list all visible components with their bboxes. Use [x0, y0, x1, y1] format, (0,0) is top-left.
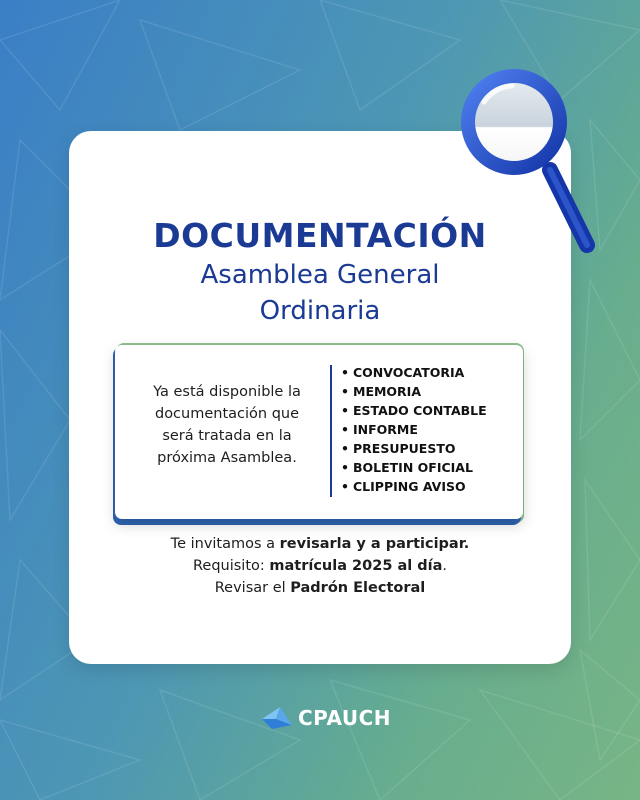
subtitle-line-1: Asamblea General: [200, 260, 440, 290]
invitation-text: [69, 533, 571, 599]
requirement-prefix: Requisito:: [192, 558, 270, 574]
invitation-emphasis: revisarla y a participar.: [279, 536, 470, 552]
requirement-emphasis: matrícula 2025 al día: [269, 558, 443, 574]
availability-text: [129, 381, 325, 469]
availability-line: próxima Asamblea.: [157, 450, 297, 466]
requirement-suffix: .: [442, 558, 448, 574]
padron-emphasis: Padrón Electoral: [290, 580, 426, 596]
document-item: • INFORME: [341, 420, 521, 439]
info-divider: [330, 365, 332, 497]
invitation-prefix: Te invitamos a: [170, 536, 280, 552]
document-item: • MEMORIA: [341, 382, 521, 401]
subtitle-line-2: Ordinaria: [259, 296, 381, 326]
document-item: • PRESUPUESTO: [341, 439, 521, 458]
page-title: DOCUMENTACIÓN: [153, 216, 487, 255]
invitation-line-1: [69, 533, 571, 555]
availability-line: documentación que: [154, 406, 300, 422]
brand-footer: [262, 703, 391, 733]
info-box: [115, 345, 523, 519]
page-subtitle: [69, 257, 571, 329]
padron-prefix: Revisar el: [214, 580, 291, 596]
availability-line: será tratada en la: [162, 428, 292, 444]
document-item: • BOLETIN OFICIAL: [341, 458, 521, 477]
availability-line: Ya está disponible la: [153, 384, 301, 400]
document-item: • CLIPPING AVISO: [341, 477, 521, 496]
magnifying-glass-icon: [452, 60, 602, 260]
blue-folded-arrow-icon: [262, 705, 292, 731]
document-item: • CONVOCATORIA: [341, 363, 521, 382]
document-item: • ESTADO CONTABLE: [341, 401, 521, 420]
brand-name: CPAUCH: [298, 706, 392, 730]
requirement-line: [69, 555, 571, 577]
padron-line: [69, 577, 571, 599]
document-list: [341, 363, 521, 496]
